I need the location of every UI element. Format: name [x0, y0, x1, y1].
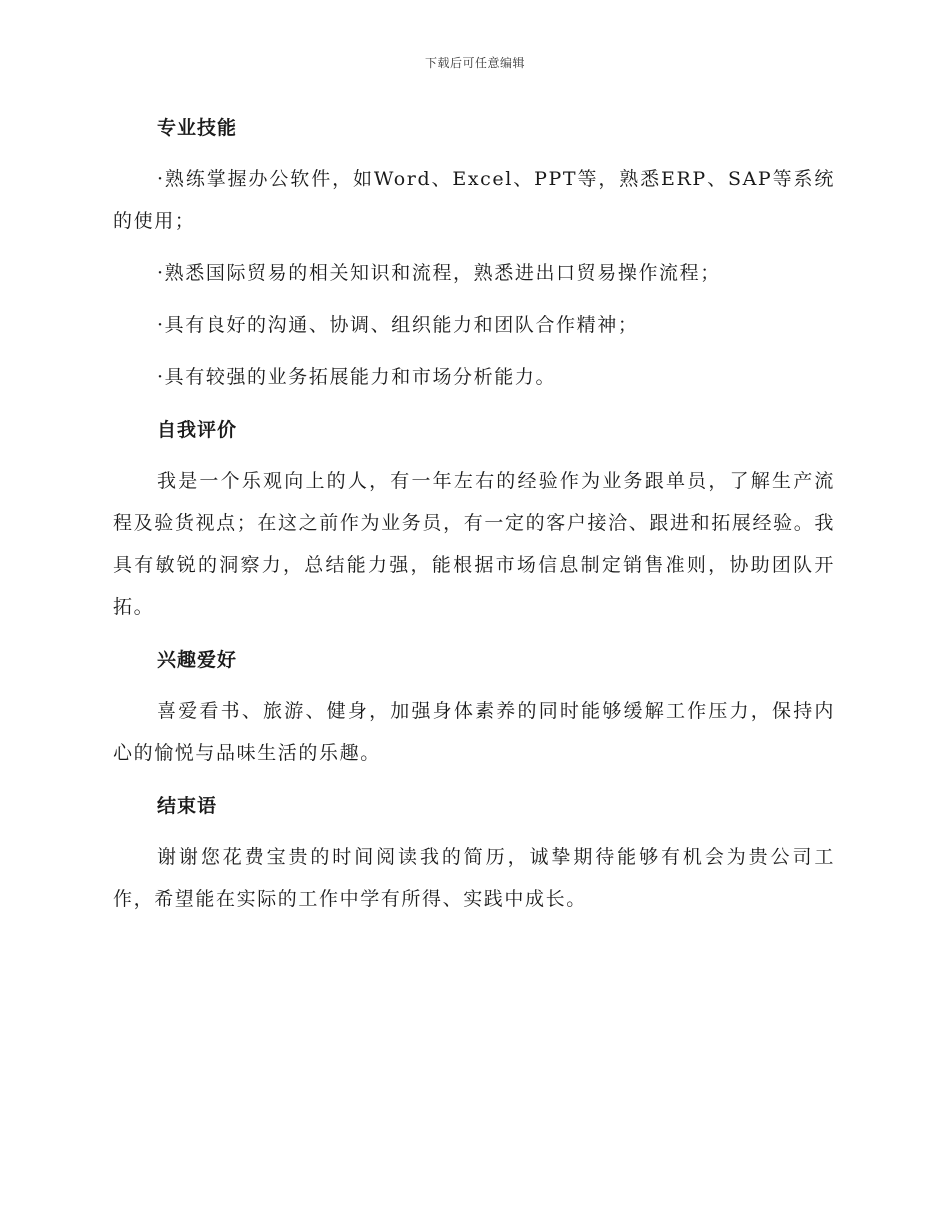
skill-item-communication: ·具有良好的沟通、协调、组织能力和团队合作精神；: [157, 314, 639, 336]
skill-item-business: ·具有较强的业务拓展能力和市场分析能力。: [157, 366, 557, 388]
skill-item-office: ·熟练掌握办公软件，如Word、Excel、PPT等，熟悉ERP、SAP等系统的使用；: [113, 168, 835, 232]
section-title-skills: 专业技能: [157, 117, 238, 139]
resume-content: [113, 108, 835, 920]
section-title-closing: 结束语: [157, 795, 218, 817]
section-skills: [113, 108, 835, 398]
section-title-self-evaluation: 自我评价: [157, 419, 238, 441]
section-hobbies: [113, 640, 835, 774]
section-self-evaluation: [113, 410, 835, 628]
page-header-note: 下载后可任意编辑: [424, 56, 525, 70]
hobbies-text: 喜爱看书、旅游、健身，加强身体素养的同时能够缓解工作压力，保持内心的愉悦与品味生活的乐趣。: [113, 700, 835, 764]
section-title-hobbies: 兴趣爱好: [157, 649, 238, 671]
skill-item-trade: ·熟悉国际贸易的相关知识和流程，熟悉进出口贸易操作流程；: [157, 262, 721, 284]
closing-text: 谢谢您花费宝贵的时间阅读我的简历，诚挚期待能够有机会为贵公司工作，希望能在实际的工作中学有所得、实践中成长。: [113, 846, 835, 910]
section-closing: [113, 786, 835, 920]
self-evaluation-text: 我是一个乐观向上的人，有一年左右的经验作为业务跟单员，了解生产流程及验货视点；在这之前作为业务员，有一定的客户接洽、跟进和拓展经验。我具有敏锐的洞察力，总结能力强，能根据市场信息制定销售准则，协助团队开拓。: [113, 470, 835, 618]
